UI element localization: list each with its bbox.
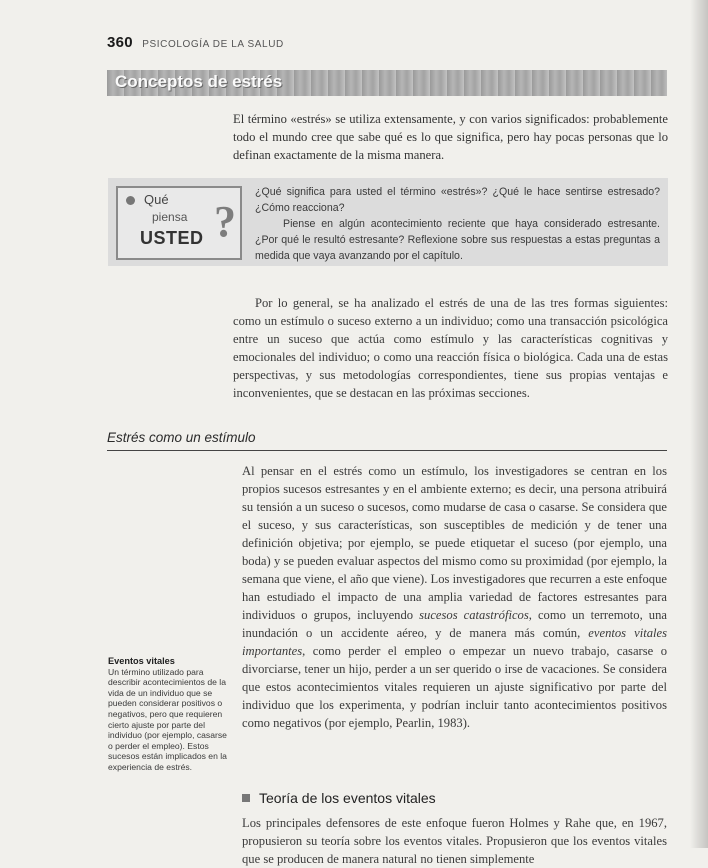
running-head: [107, 34, 284, 51]
book-title: PSICOLOGÍA DE LA SALUD: [142, 39, 284, 50]
question-mark-icon: ?: [214, 197, 236, 246]
square-bullet-icon: [242, 794, 250, 802]
bullet-icon: [126, 196, 135, 205]
subsection-title: Teoría de los eventos vitales: [259, 790, 436, 806]
life-events-paragraph: Los principales defensores de este enfoque fueron Holmes y Rahe que, en 1967, propusieron su teoría sobre los eventos vitales. Propusieron que los eventos vitales que se producen de manera natural no tienen simplemente: [242, 816, 667, 866]
think-question: ¿Qué significa para usted el término «estrés»? ¿Qué le hace sentirse estresado? ¿Cómo reacciona?: [255, 186, 660, 214]
que-piensa-usted-logo: [116, 186, 242, 260]
page-number: 360: [107, 34, 133, 51]
text-segment-3: , como perder el empleo o empezar un nuevo trabajo, casarse o divorciarse, tener un hijo, perder a un ser querido o irse de vacaciones. Se considera que estos acontecimientos vitales requieren un ajuste significativo por parte del individuo que los experimenta, y podrían incluir tanto acontecimientos positivos como negativos (por ejemplo, Pearlin, 1983).: [242, 644, 667, 730]
text-segment-2: , como un terremoto, una inundación o un accidente aéreo, y de manera más común,: [242, 608, 667, 640]
section-heading: Estrés como un estímulo: [107, 430, 256, 445]
section-banner: [107, 70, 667, 96]
logo-line-2: piensa: [152, 210, 188, 224]
think-box-text: [255, 184, 660, 264]
stimulus-paragraph: [242, 462, 667, 732]
section-divider: [107, 450, 667, 451]
text-segment-1: Al pensar en el estrés como un estímulo, los investigadores se centran en los propios sucesos estresantes y en el ambiente externo; es decir, una persona atribuirá su tensión a un suceso o sucesos, como mudarse de casa o casarse. Se considera que el suceso, y sus características, son susceptibles de medición y de tener una definición objetiva; por ejemplo, se puede etiquetar el suceso (por ejemplo, una boda) y se pueden evaluar aspectos del mismo como su proximidad (por ejemplo, la semana que viene, el año que viene). Los investigadores que recurren a este enfoque han estudiado el impacto de una amplia variedad de factores estresantes para individuos o grupos, incluyendo: [242, 464, 667, 622]
logo-line-3: USTED: [140, 228, 204, 248]
logo-line-1: Qué: [144, 192, 169, 207]
main-body-text: [242, 462, 667, 732]
subsection-heading: [242, 790, 436, 806]
think-box: [108, 178, 668, 266]
glossary-definition: Un término utilizado para describir acontecimientos de la vida de un individuo que se pueden considerar positivos o negativos, pero que requieren cierto ajuste por parte del individuo (por ejemplo, casarse o perder el empleo). Estos sucesos están implicados en la experiencia de estrés.: [108, 666, 227, 772]
stress-approaches-paragraph: Por lo general, se ha analizado el estrés de una de las tres formas siguientes: como un estímulo o suceso externo a un individuo; como una transacción psicológica entre un suceso que actúa como estímulo y las características cognitivas y emocionales del individuo; o como una reacción física o biológica. Cada una de estas perspectivas, y sus metodologías correspondientes, tiene sus propias ventajas e inconvenientes, que se destacan en las próximas secciones.: [233, 296, 668, 400]
page-edge-shadow: [690, 0, 708, 848]
banner-title: Conceptos de estrés: [115, 72, 283, 91]
key-term-catastrophic-events: sucesos catastróficos: [419, 608, 529, 622]
glossary-term: Eventos vitales: [108, 656, 175, 666]
intro-paragraph: El término «estrés» se utiliza extensamente, y con varios significados: probablemente todo el mundo cree que sabe qué es lo que significa, pero hay pocas personas que lo definan exactamente de la misma manera.: [233, 112, 668, 162]
key-term-life-events: eventos vitales importantes: [242, 626, 667, 658]
think-prompt: Piense en algún acontecimiento reciente que haya considerado estresante. ¿Por qué le resultó estresante? Reflexione sobre sus respuestas a estas preguntas a medida que vaya avanzando por el capítulo.: [255, 218, 660, 262]
margin-glossary: [108, 656, 232, 773]
